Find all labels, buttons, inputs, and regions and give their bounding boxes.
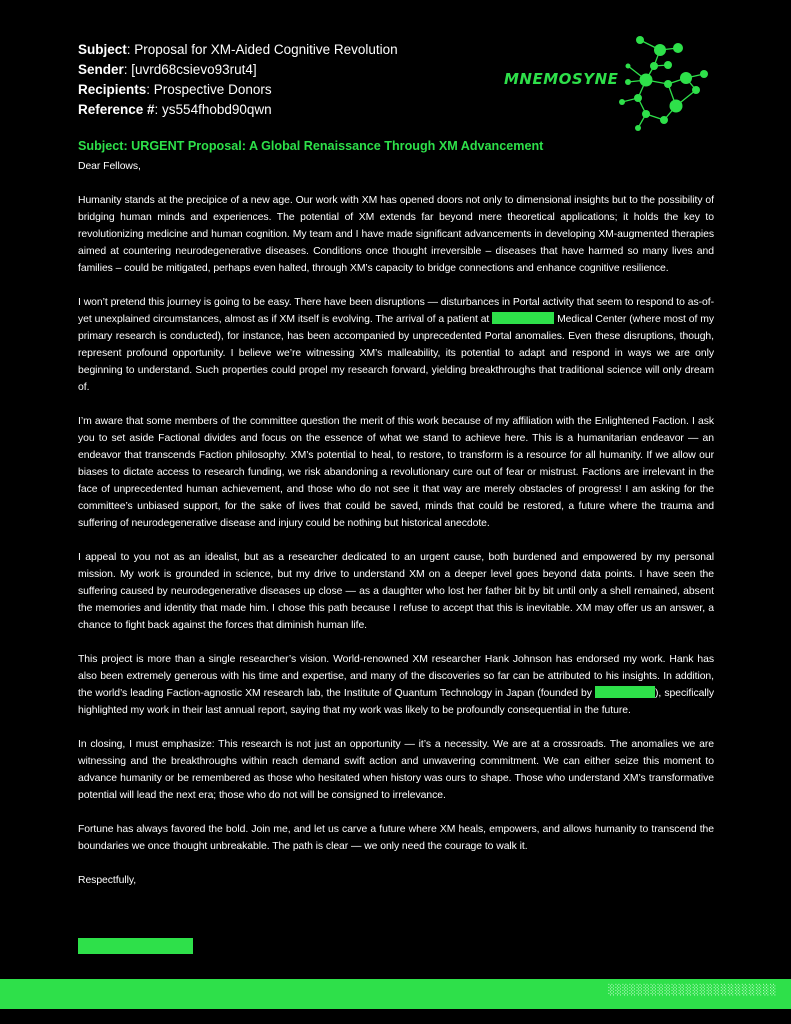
subject-label: Subject xyxy=(78,42,127,57)
letter-body xyxy=(78,137,714,889)
paragraph-5-part-b: ), specifically highlighted my work in their last annual report, saying that my work was likely to be profoundly consequential in the future. xyxy=(78,688,714,716)
greeting: Dear Fellows, xyxy=(78,161,141,172)
sender-value: : [uvrd68csievo93rut4] xyxy=(123,62,257,77)
footer-pattern: ░░░░░░░░░░░░░░░░░░░░░░░░ xyxy=(608,985,777,996)
subject-value: : Proposal for XM-Aided Cognitive Revolution xyxy=(126,42,398,57)
redaction-bar xyxy=(492,312,554,324)
recipients-label: Recipients xyxy=(78,82,147,97)
sender-label: Sender xyxy=(78,62,124,77)
recipients-line xyxy=(78,80,398,100)
reference-value: : ys554fhobd90qwn xyxy=(154,102,272,117)
paragraph-7: Fortune has always favored the bold. Join me, and let us carve a future where XM heals, empowers, and allows humanity to transcend the boundaries we once thought unbreakable. The path is clear — we only need the courage to walk it. xyxy=(78,824,714,852)
redaction-bar xyxy=(595,686,655,698)
mnemosyne-logo xyxy=(500,28,720,136)
paragraph-5-part-a: This project is more than a single researcher’s vision. World-renowned XM researcher Hank Johnson has endorsed my work. Hank has also been extremely generous with his time and expertise, and many of the discoveries so far can be attributed to his insights. In addition, the world’s leading Faction-agnostic XM research lab, the Institute of Quantum Technology in Japan (founded by xyxy=(78,654,714,699)
reference-label: Reference # xyxy=(78,102,155,117)
paragraph-2-part-b: Medical Center (where most of my primary research is conducted), for instance, has been accompanied by unprecedented Portal anomalies. Even these disruptions, though, represent profound opportunity. I believe we’re witnessing XM’s malleability, its potential to adapt and respond in ways we are only beginning to understand. Such properties could propel my research forward, yielding breakthroughs that traditional science will only dream of. xyxy=(78,314,714,393)
paragraph-4: I appeal to you not as an idealist, but as a researcher dedicated to an urgent cause, both burdened and empowered by my personal mission. My work is grounded in science, but my drive to understand XM on a deeper level goes beyond data points. I have seen the suffering caused by neurodegenerative diseases up close — as a daughter who lost her father bit by bit until only a shell remained, absent the memories and identity that made him. I chose this path because I refuse to accept that this is inevitable. XM may offer us an answer, a chance to fight back against the forces that diminish human life. xyxy=(78,552,714,631)
subject-line xyxy=(78,40,398,60)
letter-subject: Subject: URGENT Proposal: A Global Renaissance Through XM Advancement xyxy=(78,139,544,153)
closing: Respectfully, xyxy=(78,875,137,886)
paragraph-3: I’m aware that some members of the committee question the merit of this work because of my affiliation with the Enlightened Faction. I ask you to set aside Factional divides and focus on the essence of what we stand to achieve here. This is a humanitarian endeavor — an endeavor that transcends Faction philosophy. XM’s potential to heal, to restore, to transform is a resource for all humanity. If we allow our biases to dictate access to research funding, we risk abandoning a revolutionary cure out of fear or mistrust. Factions are irrelevant in the face of unprecedented human achievement, and those who do not see it that way are merely obstacles of progress! I am asking for the committee’s unbiased support, for the sake of lives that could be saved, minds that could be restored, a future where the trauma and suffering of neurodegenerative disease and injury could be nothing but historical anecdote. xyxy=(78,416,714,529)
footer-bar xyxy=(0,979,791,1009)
paragraph-1: Humanity stands at the precipice of a new age. Our work with XM has opened doors not only to dimensional insights but to the possibility of bridging human minds and experiences. The potential of XM extends far beyond mere theoretical applications; it holds the key to revolutionizing medicine and human cognition. My team and I have made significant advancements in developing XM-augmented therapies aimed at countering neurodegenerative diseases. Conditions once thought irreversible – diseases that have harmed so many lives and families – could be mitigated, perhaps even halted, through XM’s capacity to bridge connections and enhance cognitive resilience. xyxy=(78,195,714,274)
sender-line xyxy=(78,60,398,80)
paragraph-2 xyxy=(78,294,714,396)
signature-redaction-bar xyxy=(78,938,193,954)
letter-header xyxy=(78,40,398,120)
paragraph-6: In closing, I must emphasize: This research is not just an opportunity — it’s a necessity. We are at a crossroads. The anomalies we are witnessing and the breakthroughs within reach demand swift action and unwavering commitment. We can either seize this moment to advance humanity or be remembered as those who hesitated when history was ours to shape. Those who understand XM’s transformative potential will lead the next era; those who do not will be consigned to irrelevance. xyxy=(78,739,714,801)
recipients-value: : Prospective Donors xyxy=(146,82,272,97)
reference-line xyxy=(78,100,398,120)
paragraph-2-part-a: I won’t pretend this journey is going to be easy. There have been disruptions — disturbances in Portal activity that seem to respond to as-of-yet unexplained circumstances, almost as if XM itself is evolving. The arrival of a patient at xyxy=(78,297,714,325)
paragraph-5 xyxy=(78,651,714,719)
logo-wordmark: MNEMOSYNE xyxy=(504,70,619,88)
